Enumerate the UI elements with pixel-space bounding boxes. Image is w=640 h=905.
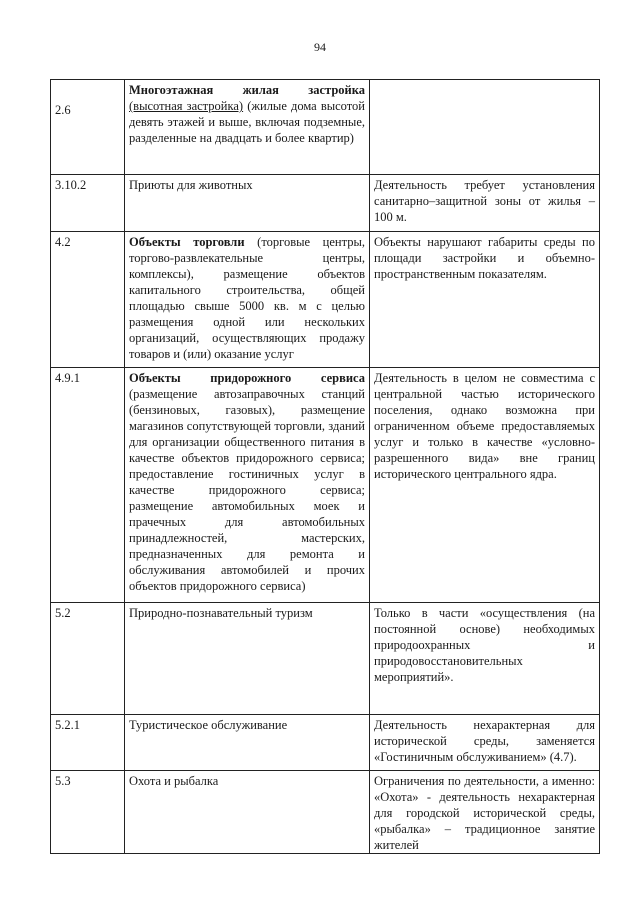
row-name-rest: (размещение автозаправочных станций (бензиновых, газовых), размещение магазинов сопутствующей торговли, зданий для организации общественного питания в качестве объектов придорожного сервиса; предоставление гостиничных услуг в качестве придорожного сервиса; размещение автомобильных моек и прачечных для автомобильных принадлежностей, мастерских, предназначенных для ремонта и обслуживания автомобилей и прочих объектов придорожного сервиса) [129,387,365,593]
row-code-cell [51,175,125,232]
row-note-cell [370,80,600,175]
row-name-rest: (жилые дома высотой девять этажей и выше, включая подземные, разделенные на двадцать и более квартир) [129,99,365,145]
row-name: Природно-познавательный туризм [129,606,313,620]
row-code-cell [51,603,125,715]
table-row [51,232,600,368]
row-note: Объекты нарушают габариты среды по площади застройки и объемно-пространственным показателям. [374,235,595,281]
table-row [51,603,600,715]
page-number: 94 [314,40,326,54]
row-code: 3.10.2 [55,178,87,192]
row-code-cell [51,232,125,368]
row-code-cell [51,368,125,603]
row-name [129,234,365,362]
row-note-cell [370,603,600,715]
row-name [129,82,365,146]
table-row [51,175,600,232]
row-note: Деятельность требует установления санитарно–защитной зоны от жилья – 100 м. [374,178,595,224]
table-row [51,80,600,175]
row-code: 5.3 [55,774,71,788]
row-note-cell [370,232,600,368]
table-row [51,368,600,603]
row-code: 4.9.1 [55,371,80,385]
row-name-underlined: (высотная застройка) [129,99,244,113]
row-name-rest: (торговые центры, торгово-развлекательные центры, комплексы), размещение объектов капитального строительства, общей площадью свыше 5000 кв. м с целью размещения одной или нескольких организаций, осуществляющих продажу товаров и (или) оказание услуг [129,235,365,361]
row-code: 4.2 [55,235,71,249]
row-note: Деятельность нехарактерная для исторической среды, заменяется «Гостиничным обслуживанием» (4.7). [374,718,595,764]
row-code-cell [51,80,125,175]
row-note-cell [370,715,600,771]
row-code-cell [51,715,125,771]
row-name-bold: Многоэтажная жилая застройка [129,83,365,97]
row-name-cell [125,80,370,175]
row-name: Приюты для животных [129,178,253,192]
row-code-cell [51,771,125,854]
row-name-bold: Объекты торговли [129,235,245,249]
row-note-cell [370,175,600,232]
row-name: Охота и рыбалка [129,774,219,788]
row-note: Деятельность в целом не совместима с центральной частью исторического поселения, однако возможна при ограниченном объеме предоставляемых услуг и только в качестве «условно-разрешенного вида» вне границ исторического центрального ядра. [374,371,595,481]
row-name-cell [125,232,370,368]
row-name-cell [125,175,370,232]
row-note-cell [370,771,600,854]
row-note-cell [370,368,600,603]
row-name-cell [125,771,370,854]
row-name-cell [125,368,370,603]
row-code: 5.2 [55,606,71,620]
row-code: 5.2.1 [55,718,80,732]
row-note: Ограничения по деятельности, а именно: «Охота» - деятельность нехарактерная для городской исторической среды, «рыбалка» – традиционное занятие жителей [374,774,595,852]
table-row [51,771,600,854]
row-name: Туристическое обслуживание [129,718,288,732]
row-note: Только в части «осуществления (на постоянной основе) необходимых природоохранных и природовосстановительных мероприятий». [374,606,595,684]
row-name-bold: Объекты придорожного сервиса [129,371,365,385]
row-name [129,370,365,594]
row-code: 2.6 [55,103,71,117]
land-use-table [50,79,600,854]
row-name-cell [125,603,370,715]
row-name-cell [125,715,370,771]
table-row [51,715,600,771]
